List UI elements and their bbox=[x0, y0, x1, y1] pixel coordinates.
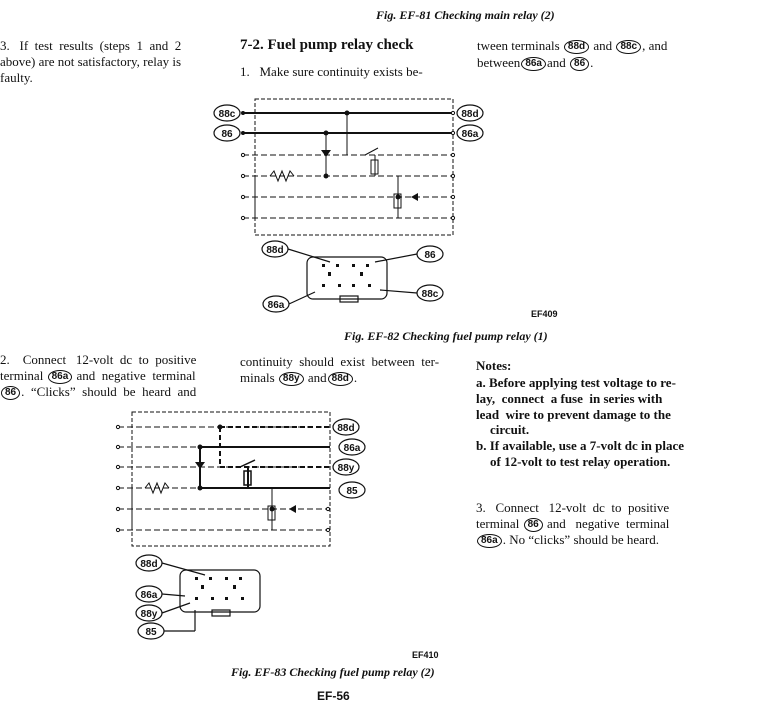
d2-label-86a: 86a bbox=[343, 443, 361, 454]
d1-conn-label-86a: 86a bbox=[267, 300, 285, 311]
terminal-88d-badge-2: 88d bbox=[328, 372, 353, 386]
fig82-caption: Fig. EF-82 Checking fuel pump relay (1) bbox=[344, 329, 548, 343]
note-a-line1: a. Before applying test voltage to re- bbox=[476, 375, 676, 390]
terminal-86a-badge-2: 86a bbox=[48, 370, 73, 384]
fig81-caption: Fig. EF-81 Checking main relay (2) bbox=[376, 8, 555, 22]
terminal-86-badge-3: 86 bbox=[524, 518, 543, 532]
left-step3-line3: faulty. bbox=[0, 70, 33, 85]
right-step3-line3: 86a . No “clicks” should be heard. bbox=[476, 532, 659, 548]
terminal-86a-badge-3: 86a bbox=[477, 534, 502, 548]
terminal-88d-badge: 88d bbox=[564, 40, 589, 54]
note-b-line1: b. If available, use a 7-volt dc in place bbox=[476, 438, 685, 453]
d1-conn-label-86: 86 bbox=[424, 250, 436, 261]
d2-conn-label-88d: 88d bbox=[140, 559, 158, 570]
page-number: EF-56 bbox=[317, 689, 350, 703]
terminal-86a-badge: 86a bbox=[521, 57, 546, 71]
left-step3-line1: 3. If test results (steps 1 and 2 bbox=[0, 38, 182, 53]
mid-cont-line2: minals 88y and 88d . bbox=[240, 370, 358, 385]
right-step3-line1: 3. Connect 12-volt dc to positive bbox=[476, 500, 670, 515]
left-step2-line1: 2. Connect 12-volt dc to positive bbox=[0, 352, 197, 367]
fig83-caption: Fig. EF-83 Checking fuel pump relay (2) bbox=[231, 665, 435, 679]
right-step1-line1: tween terminals 88d and 88c , and bbox=[477, 38, 668, 53]
note-b-line2: of 12-volt to test relay operation. bbox=[490, 454, 671, 469]
note-a-line3: lead wire to prevent damage to the bbox=[476, 407, 671, 422]
d2-label-88y: 88y bbox=[337, 463, 355, 474]
d2-label-88d: 88d bbox=[337, 423, 355, 434]
d2-conn-label-88y: 88y bbox=[140, 609, 158, 620]
terminal-88c-badge: 88c bbox=[616, 40, 641, 54]
left-step3-line2: above) are not satisfactory, relay is bbox=[0, 54, 182, 69]
fig83-code: EF410 bbox=[412, 650, 439, 660]
mid-cont-line1: continuity should exist between ter- bbox=[240, 354, 440, 369]
d1-label-88c: 88c bbox=[218, 109, 236, 120]
d2-conn-label-86a: 86a bbox=[140, 590, 158, 601]
note-a-line2: lay, connect a fuse in series with bbox=[476, 391, 663, 406]
right-step1-line2: between 86a and 86 . bbox=[477, 55, 594, 70]
d2-label-85: 85 bbox=[346, 486, 358, 497]
note-a-line4: circuit. bbox=[490, 422, 530, 437]
d1-label-88d: 88d bbox=[461, 109, 479, 120]
d1-label-86a: 86a bbox=[461, 129, 479, 140]
terminal-86-badge-2: 86 bbox=[1, 386, 20, 400]
left-step2-line2: terminal 86a and negative terminal bbox=[0, 368, 196, 383]
notes-title: Notes: bbox=[476, 358, 512, 373]
d1-label-86: 86 bbox=[221, 129, 233, 140]
terminal-88y-badge: 88y bbox=[279, 372, 304, 386]
section-heading: 7-2. Fuel pump relay check bbox=[240, 37, 414, 53]
right-step3-line2: terminal 86 and negative terminal bbox=[476, 516, 670, 531]
d2-conn-label-85: 85 bbox=[145, 627, 157, 638]
left-step2-line3: 86 . “Clicks” should be heard and bbox=[0, 384, 196, 400]
d1-conn-label-88c: 88c bbox=[421, 289, 439, 300]
fig82-code: EF409 bbox=[531, 309, 558, 319]
terminal-86-badge: 86 bbox=[570, 57, 589, 71]
mid-step1: 1. Make sure continuity exists be- bbox=[240, 64, 423, 79]
d1-conn-label-88d: 88d bbox=[266, 245, 284, 256]
